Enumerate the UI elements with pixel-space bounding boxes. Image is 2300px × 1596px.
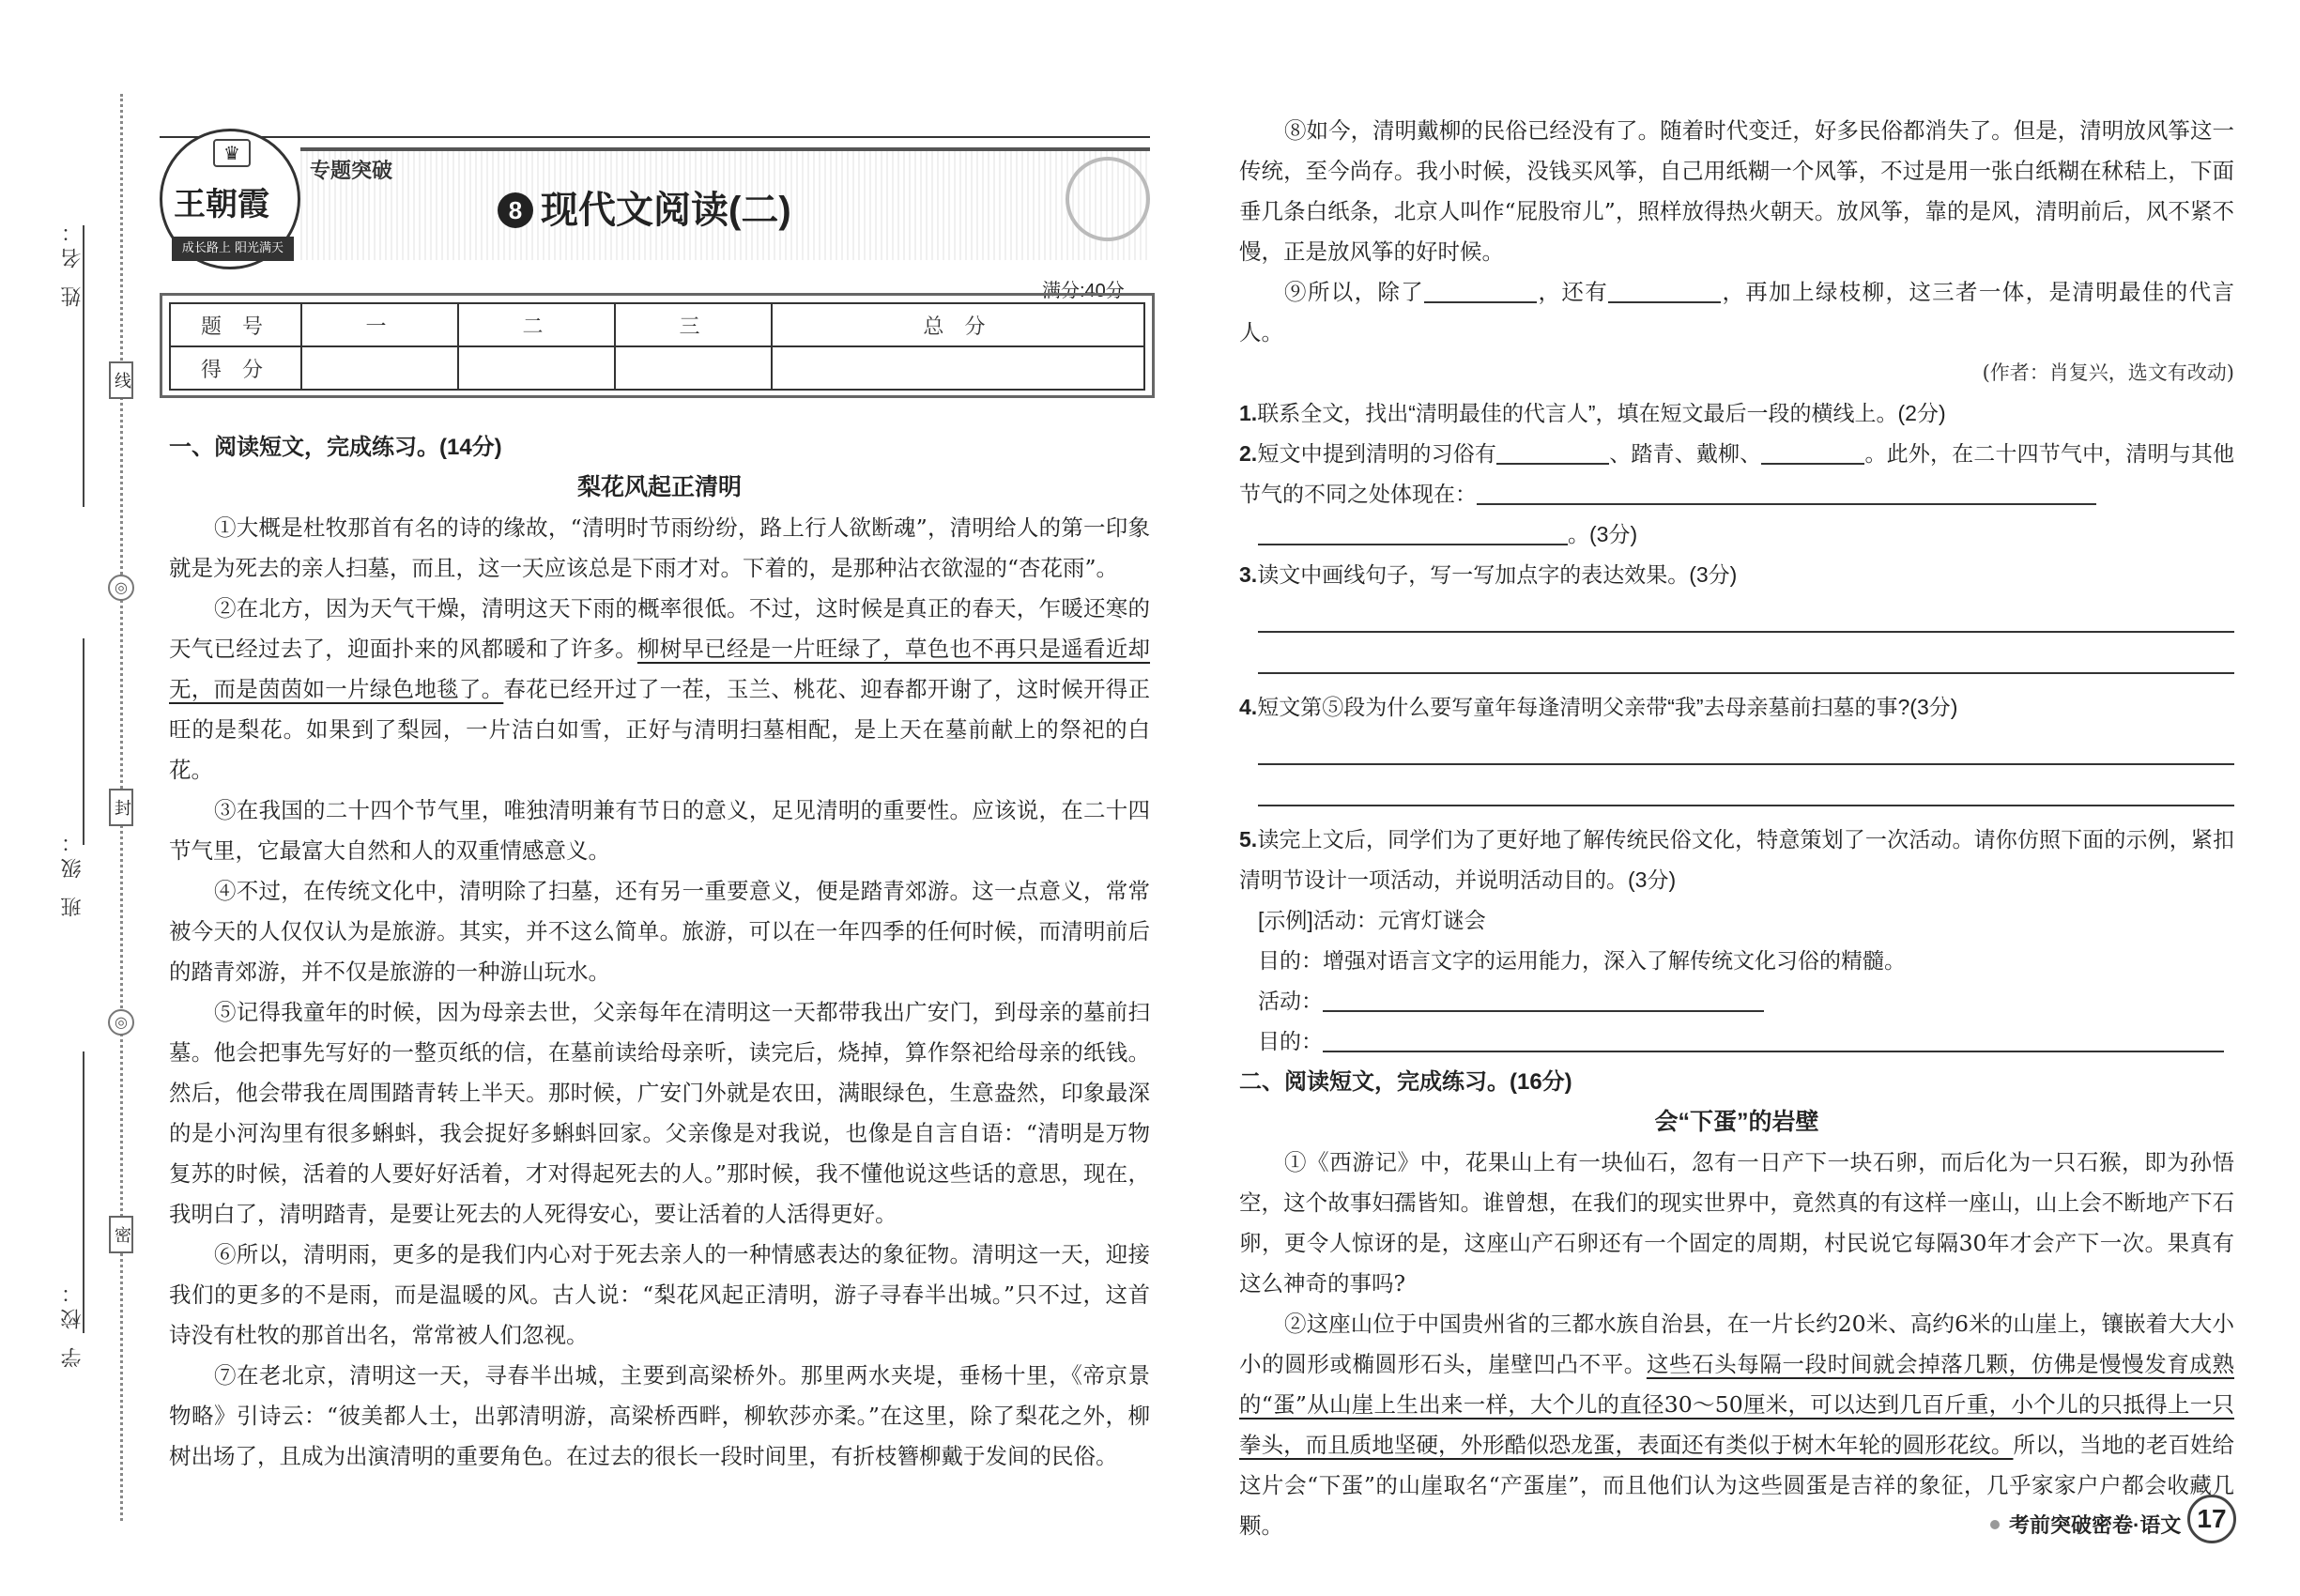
paragraph: ⑤记得我童年的时候，因为母亲去世，父亲每年在清明这一天都带我出广安门，到母亲的墓前扫墓。他会把事先写好的一整页纸的信，在墓前读给母亲听，读完后，烧掉，算作祭祀给母亲的纸钱。然后，他会带我在周围踏青转上半天。那时候，广安门外就是农田，满眼绿色，生意盎然，印象最深的是小河沟里有很多蝌蚪，我会捉好多蝌蚪回家。父亲像是对我说，也像是自言自语：“清明是万物复苏的时候，活着的人要好好活着，才对得起死去的人。”那时候，我不懂他说这些话的意思，现在，我明白了，清明踏青，是要让死去的人死得安心，要让活着的人活得更好。 xyxy=(169,999,1150,1227)
table-cell: 一 xyxy=(301,303,458,346)
footer xyxy=(1990,1510,2181,1539)
score-table xyxy=(169,302,1145,391)
crown-icon: ♛ xyxy=(213,139,251,167)
purpose-label: 目的： xyxy=(1258,1029,1323,1053)
paragraph xyxy=(169,589,1150,790)
example-purpose: 目的：增强对语言文字的运用能力，深入了解传统文化习俗的精髓。 xyxy=(1258,948,1906,973)
paragraph: ⑥所以，清明雨，更多的是我们内心对于死去亲人的一种情感表达的象征物。清明这一天，迎接我们的更多的不是雨，而是温暖的风。古人说：“梨花风起正清明，游子寻春半出城。”只不过，这首诗没有杜牧的那首出名，常常被人们忽视。 xyxy=(169,1241,1150,1348)
paragraph: ①大概是杜牧那首有名的诗的缘故，“清明时节雨纷纷，路上行人欲断魂”，清明给人的第一印象就是为死去的亲人扫墓，而且，这一天应该总是下雨才对。下着的，是那种沾衣欲湿的“杏花雨”。 xyxy=(169,514,1150,581)
answer-blank[interactable] xyxy=(1258,517,1568,545)
purpose-row xyxy=(1239,1021,2234,1062)
table-cell: 得 分 xyxy=(170,346,301,390)
right-column xyxy=(1239,111,2234,1546)
question-number: 2. xyxy=(1239,441,1258,466)
name-label: 姓 名： xyxy=(61,216,84,307)
section-heading: 二、阅读短文，完成练习。(16分) xyxy=(1239,1069,1572,1095)
title-text: 现代文阅读(二) xyxy=(541,190,791,231)
school-label: 学 校： xyxy=(61,1277,84,1368)
full-score: 满分:40分 xyxy=(1042,281,1125,301)
title-number: 8 xyxy=(498,192,533,228)
brand-logo xyxy=(160,129,300,269)
left-column xyxy=(169,427,1150,1477)
answer-blank[interactable] xyxy=(1424,275,1537,303)
section-heading: 一、阅读短文，完成练习。(14分) xyxy=(169,435,502,460)
article-title: 会“下蛋”的岩壁 xyxy=(1654,1109,1819,1135)
score-cell[interactable] xyxy=(772,346,1144,390)
question-number: 3. xyxy=(1239,562,1258,587)
answer-blank[interactable] xyxy=(1608,275,1721,303)
paragraph-text: 所以，当地的老百姓给这片会“下蛋”的山崖取名“产蛋崖”，而且他们认为这些圆蛋是吉祥的象征，几乎家家户户都会收藏几颗。 xyxy=(1239,1432,2235,1539)
name-field[interactable] xyxy=(83,225,84,507)
paragraph: ③在我国的二十四个节气里，唯独清明兼有节日的意义，足见清明的重要性。应该说，在二十四节气里，它最富大自然和人的双重情感意义。 xyxy=(169,797,1150,864)
table-row xyxy=(170,303,1144,346)
page-number: 17 xyxy=(2187,1495,2236,1543)
underlined-sentence: 这些石头每隔一段时间就会掉落几颗，仿佛是慢慢发育成熟的“蛋”从山崖上生出来一样，大个儿的直径30～50厘米，可以达到几百斤重，小个儿的只抵得上一只拳头，而且质地坚硬，外形酷似恐龙蛋，表面还有类似于树木年轮的圆形花纹。 xyxy=(1239,1351,2235,1458)
purpose-blank[interactable] xyxy=(1323,1024,2224,1052)
section-tag: 专题突破 xyxy=(310,159,393,182)
cut-mark-seal: 封 xyxy=(109,789,133,826)
question-2 xyxy=(1239,434,2234,514)
page-header xyxy=(160,136,1150,266)
cut-mark-line: 线 xyxy=(109,361,133,399)
paragraph xyxy=(1239,272,2234,353)
example-activity: [示例]活动：元宵灯谜会 xyxy=(1258,908,1486,932)
school-field[interactable] xyxy=(83,1051,84,1333)
answer-blank[interactable] xyxy=(1477,477,2096,505)
question-number: 1. xyxy=(1239,401,1258,425)
score-cell[interactable] xyxy=(615,346,772,390)
answer-line[interactable] xyxy=(1258,769,2234,806)
page-title xyxy=(498,180,791,234)
cut-mark-secret: 密 xyxy=(109,1216,133,1253)
class-label: 班 级： xyxy=(61,826,84,917)
table-row xyxy=(170,346,1144,390)
bullet-icon xyxy=(1990,1520,2000,1529)
activity-label: 活动： xyxy=(1258,989,1323,1013)
paragraph-text: ，还有 xyxy=(1537,279,1609,305)
paragraph: ⑧如今，清明戴柳的民俗已经没有了。随着时代变迁，好多民俗都消失了。但是，清明放风筝这一传统，至今尚存。我小时候，没钱买风筝，自己用纸糊一个风筝，不过是用一张白纸糊在秫秸上，下面垂几条白纸条，北京人叫作“屁股帘儿”，照样放得热火朝天。放风筝，靠的是风，清明前后，风不紧不慢，正是放风筝的好时候。 xyxy=(1239,117,2234,265)
article-title: 梨花风起正清明 xyxy=(576,474,742,500)
hole-icon: ◎ xyxy=(108,1009,134,1036)
brand-ribbon: 成长路上 阳光满天 xyxy=(172,237,294,261)
paragraph-text: ，再加上绿枝柳，这三者一体，是清明最佳的代言人。 xyxy=(1239,279,2234,345)
score-cell[interactable] xyxy=(458,346,615,390)
class-field[interactable] xyxy=(83,638,84,845)
question-text: 读文中画线句子，写一写加点字的表达效果。(3分) xyxy=(1257,562,1738,587)
underlined-sentence: 柳树早已经是一片旺绿了，草色也不再只是遥看近却无，而是茵茵如一片绿色地毯了。 xyxy=(169,636,1151,702)
activity-row xyxy=(1239,981,2234,1021)
question-number: 5. xyxy=(1239,827,1258,852)
clock-icon xyxy=(1066,157,1150,241)
question-text: 。(3分) xyxy=(1568,522,1638,546)
question-3 xyxy=(1239,555,2234,595)
question-text: 读完上文后，同学们为了更好地了解传统民俗文化，特意策划了一次活动。请你仿照下面的示例，紧扣清明节设计一项活动，并说明活动目的。(3分) xyxy=(1239,827,2234,892)
activity-blank[interactable] xyxy=(1323,984,1764,1012)
hole-icon: ◎ xyxy=(108,575,134,601)
binding-strip xyxy=(0,0,141,1596)
table-cell: 题 号 xyxy=(170,303,301,346)
answer-line[interactable] xyxy=(1258,728,2234,765)
score-cell[interactable] xyxy=(301,346,458,390)
table-cell: 总 分 xyxy=(772,303,1144,346)
question-2-cont xyxy=(1239,514,2234,555)
table-cell: 三 xyxy=(615,303,772,346)
paragraph: ④不过，在传统文化中，清明除了扫墓，还有另一重要意义，便是踏青郊游。这一点意义，常常被今天的人仅仅认为是旅游。其实，并不这么简单。旅游，可以在一年四季的任何时候，而清明前后的踏青郊游，并不仅是旅游的一种游山玩水。 xyxy=(169,878,1150,985)
table-cell: 二 xyxy=(458,303,615,346)
question-text: 短文第⑤段为什么要写童年每逢清明父亲带“我”去母亲墓前扫墓的事?(3分) xyxy=(1257,695,1958,719)
paragraph: ⑦在老北京，清明这一天，寻春半出城，主要到高梁桥外。那里两水夹堤，垂杨十里，《帝京景物略》引诗云：“彼美都人士，出郭清明游，高梁桥西畔，柳软莎亦柔。”在这里，除了梨花之外，柳树出场了，且成为出演清明的重要角色。在过去的很长一段时间里，有折枝簪柳戴于发间的民俗。 xyxy=(169,1362,1150,1469)
question-text: 、踏青、戴柳、 xyxy=(1609,441,1762,466)
answer-line[interactable] xyxy=(1258,595,2234,633)
paragraph-text: 春花已经开过了一茬，玉兰、桃花、迎春都开谢了，这时候开得正旺的是梨花。如果到了梨园，一片洁白如雪，正好与清明扫墓相配，是上天在墓前献上的祭祀的白花。 xyxy=(169,676,1151,783)
author-note: (作者：肖复兴，选文有改动) xyxy=(1982,361,2234,384)
paragraph-text: ②这座山位于中国贵州省的三都水族自治县，在一片长约20米、高约6米的山崖上，镶嵌着大大小小的圆形或椭圆形石头，崖壁凹凸不平。 xyxy=(1239,1311,2234,1377)
question-5 xyxy=(1239,820,2234,900)
answer-line[interactable] xyxy=(1258,637,2234,674)
footer-text: 考前突破密卷·语文 xyxy=(2009,1513,2182,1537)
paragraph-text: ②在北方，因为天气干燥，清明这天下雨的概率很低。不过，这时候是真正的春天，乍暖还寒的天气已经过去了，迎面扑来的风都暖和了许多。 xyxy=(169,595,1150,662)
brand-name: 王朝霞 xyxy=(174,186,269,223)
answer-blank[interactable] xyxy=(1496,437,1609,465)
paragraph: ①《西游记》中，花果山上有一块仙石，忽有一日产下一块石卵，而后化为一只石猴，即为孙悟空，这个故事妇孺皆知。谁曾想，在我们的现实世界中，竟然真的有这样一座山，山上会不断地产下石卵，更令人惊讶的是，这座山产石卵还有一个固定的周期，村民说它每隔30年才会产下一次。果真有这么神奇的事吗? xyxy=(1239,1149,2234,1297)
question-text: 。此外，在二十四节气中，清明与其他节气的不同之处体现在： xyxy=(1239,441,2235,506)
paragraph-text: ⑨所以，除了 xyxy=(1284,279,1425,305)
question-4 xyxy=(1239,687,2234,728)
question-text: 联系全文，找出“清明最佳的代言人”，填在短文最后一段的横线上。(2分) xyxy=(1257,401,1946,425)
question-text: 短文中提到清明的习俗有 xyxy=(1257,441,1497,466)
question-1 xyxy=(1239,393,2234,434)
question-number: 4. xyxy=(1239,695,1258,719)
answer-blank[interactable] xyxy=(1761,437,1864,465)
